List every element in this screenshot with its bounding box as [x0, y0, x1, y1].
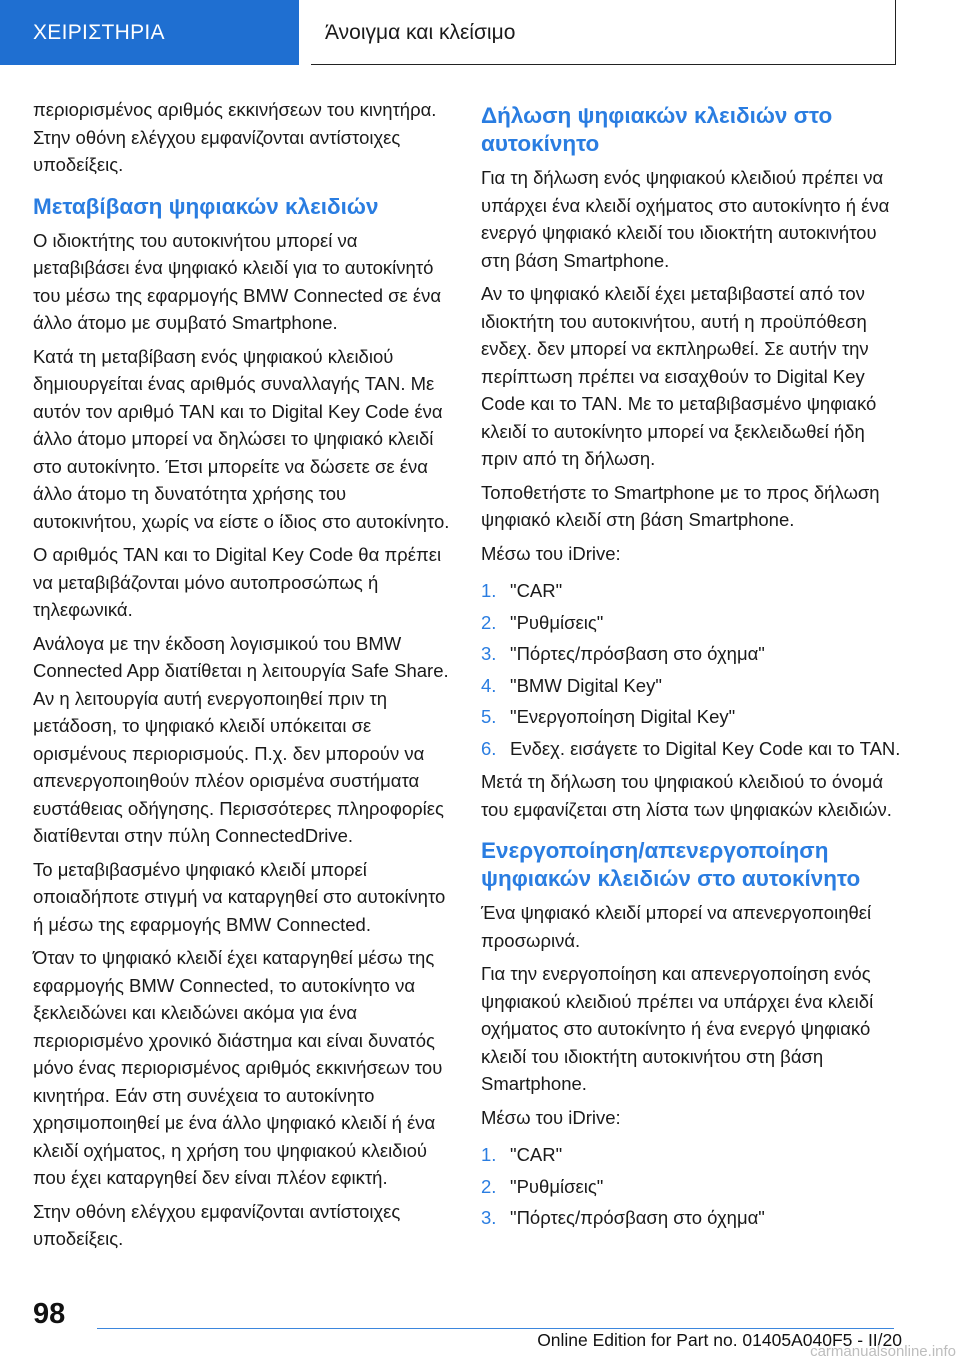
step-number: 2. [481, 1175, 497, 1197]
step-text: "Ενεργοποίηση Digital Key" [510, 706, 736, 727]
paragraph: Μέσω του iDrive: [481, 1106, 621, 1128]
section-heading: Ενεργοποίηση/απενεργοποίηση ψηφιακών κλειδιών στο αυτοκίνητο [481, 838, 861, 891]
step-number: 3. [481, 643, 497, 664]
step-number: 6. [481, 737, 497, 759]
step-number: 2. [481, 611, 497, 633]
paragraph: Ανάλογα με την έκδοση λογισμικού του BMW Connected App διατίθεται η λειτουργία Safe Share. Αν η λειτουργία αυτή ενεργοποιηθεί πριν τη μετάδοση, το ψηφιακό κλειδί υπόκειται σε ορισμένους περιορισμούς. Π.χ. δεν μπορούν να απενεργοποιηθούν πλέον ορισμένα συστήματα ευστάθειας οδήγησης. Περισσότερες πληροφορίες διατίθενται στην πύλη ConnectedDrive. [33, 632, 449, 846]
step-text: "Ρυθμίσεις" [510, 611, 604, 633]
step-text: "Ρυθμίσεις" [510, 1175, 604, 1197]
step-number: 4. [481, 674, 497, 696]
footer-divider [97, 1328, 894, 1329]
step-text: "Πόρτες/πρόσβαση στο όχημα" [510, 1207, 765, 1228]
paragraph: Αν το ψηφιακό κλειδί έχει μεταβιβαστεί από τον ιδιοκτήτη του αυτοκινήτου, αυτή η προϋπόθεση ενδεχ. δεν μπορεί να εκπληρωθεί. Σε αυτήν την περίπτωση πρέπει να εισαχθούν το Digital Key Code και το TAN. Με το μεταβιβασμένο ψηφιακό κλειδί το αυτοκίνητο μπορεί να ξεκλειδωθεί ήδη πριν από τη δήλωση. [481, 283, 877, 469]
steps-list [481, 577, 901, 762]
paragraph: Το μεταβιβασμένο ψηφιακό κλειδί μπορεί οποιαδήποτε στιγμή να καταργηθεί στο αυτοκίνητο ή μέσω της εφαρμογής BMW Connected. [33, 858, 446, 935]
list-item [481, 640, 901, 668]
list-item [481, 672, 901, 700]
left-column [33, 96, 451, 1259]
paragraph: Για την ενεργοποίηση και απενεργοποίηση ενός ψηφιακού κλειδιού πρέπει να υπάρχει ένα κλειδί οχήματος στο αυτοκίνητο ή ένα ενεργό ψηφιακό κλειδί του ιδιοκτήτη αυτοκινήτου στη βάση Smartphone. [481, 963, 874, 1094]
step-number: 1. [481, 1144, 497, 1165]
paragraph: Τοποθετήστε το Smartphone με το προς δήλωση ψηφιακό κλειδί στη βάση Smartphone. [481, 481, 880, 530]
list-item [481, 1173, 901, 1201]
step-text: "BMW Digital Key" [510, 674, 662, 696]
list-item [481, 1204, 901, 1232]
list-item [481, 703, 901, 731]
step-number: 5. [481, 706, 497, 727]
section-heading: Δήλωση ψηφιακών κλειδιών στο αυτοκίνητο [481, 103, 833, 156]
paragraph: Ένα ψηφιακό κλειδί μπορεί να απενεργοποιηθεί προσωρινά. [481, 902, 872, 951]
paragraph: Όταν το ψηφιακό κλειδί έχει καταργηθεί μέσω της εφαρμογής BMW Connected, το αυτοκίνητο να ξεκλειδώνει και κλειδώνει ακόμα για ένα περιορισμένο χρονικό διάστημα και είναι δυνατός μόνο ένας περιορισμένος αριθμός εκκινήσεων του κινητήρα. Εάν στη συνέχεια το αυτοκίνητο χρησιμοποιηθεί με ένα άλλο ψηφιακό κλειδί ή ένα κλειδί οχήματος, η χρήση του ψηφιακού κλειδιού που έχει καταργηθεί δεν είναι πλέον εφικτή. [33, 947, 443, 1188]
step-text: Ενδεχ. εισάγετε το Digital Key Code και το TAN. [510, 737, 901, 759]
chapter-title: Άνοιγμα και κλείσιμο [311, 0, 896, 65]
step-number: 1. [481, 580, 497, 601]
right-column [481, 96, 901, 1238]
step-text: "Πόρτες/πρόσβαση στο όχημα" [510, 643, 765, 664]
paragraph: περιορισμένος αριθμός εκκινήσεων του κινητήρα. Στην οθόνη ελέγχου εμφανίζονται αντίστοιχες υποδείξεις. [33, 99, 437, 175]
step-text: "CAR" [510, 580, 563, 601]
list-item [481, 735, 901, 763]
steps-list [481, 1141, 901, 1232]
paragraph: Μέσω του iDrive: [481, 542, 621, 564]
paragraph: Για τη δήλωση ενός ψηφιακού κλειδιού πρέπει να υπάρχει ένα κλειδί οχήματος στο αυτοκίνητο ή ένα ενεργό ψηφιακό κλειδί του ιδιοκτήτη αυτοκινήτου στη βάση Smartphone. [481, 167, 890, 271]
paragraph: Κατά τη μεταβίβαση ενός ψηφιακού κλειδιού δημιουργείται ένας αριθμός συναλλαγής TAN. Με αυτόν τον αριθμό TAN και το Digital Key Code ένα άλλο άτομο μπορεί να δηλώσει το ψηφιακό κλειδί στο αυτοκίνητο. Έτσι μπορείτε να δώσετε σε ένα άλλο άτομο τη δυνατότητα χρήσης του αυτοκινήτου, χωρίς να είστε ο ίδιος στο αυτοκίνητο. [33, 345, 450, 532]
edition-footer: Online Edition for Part no. 01405A040F5 - II/20 [537, 1330, 902, 1350]
section-heading: Μεταβίβαση ψηφιακών κλειδιών [33, 193, 379, 219]
watermark: carmanualsonline.info [810, 1343, 956, 1360]
section-tab: ΧΕΙΡΙΣΤΗΡΙΑ [0, 0, 299, 65]
paragraph: Μετά τη δήλωση του ψηφιακού κλειδιού το όνομά του εμφανίζεται στη λίστα των ψηφιακών κλειδιών. [481, 771, 892, 820]
page-number: 98 [33, 1298, 66, 1330]
step-text: "CAR" [510, 1144, 563, 1165]
paragraph: Ο αριθμός TAN και το Digital Key Code θα πρέπει να μεταβιβάζονται μόνο αυτοπροσώπως ή τηλεφωνικά. [33, 544, 442, 620]
list-item [481, 609, 901, 637]
paragraph: Στην οθόνη ελέγχου εμφανίζονται αντίστοιχες υποδείξεις. [33, 1200, 401, 1249]
list-item [481, 577, 901, 605]
list-item [481, 1141, 901, 1169]
step-number: 3. [481, 1207, 497, 1228]
paragraph: Ο ιδιοκτήτης του αυτοκινήτου μπορεί να μεταβιβάσει ένα ψηφιακό κλειδί για το αυτοκίνητό του μέσω της εφαρμογής BMW Connected σε ένα άλλο άτομο με συμβατό Smartphone. [33, 229, 442, 333]
